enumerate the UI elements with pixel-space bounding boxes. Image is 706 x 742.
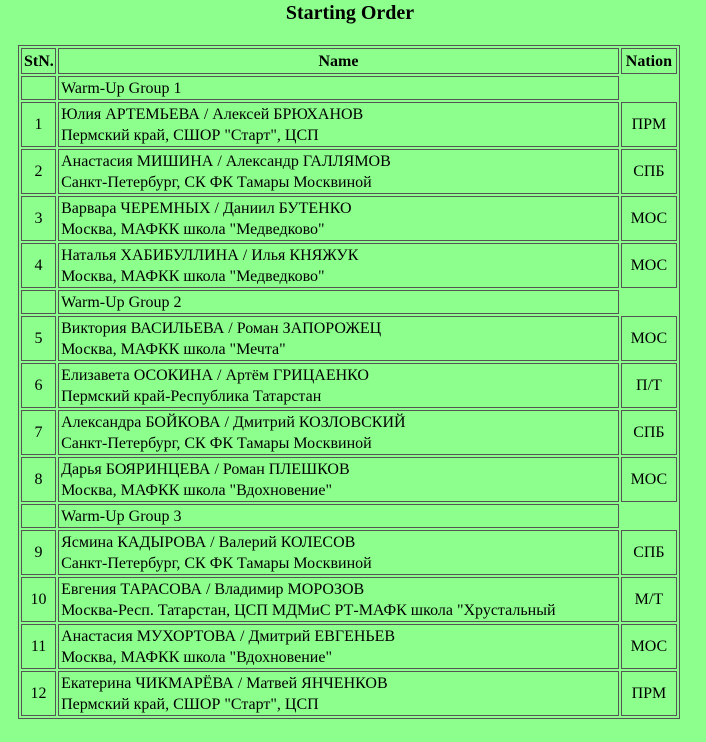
group-nation-cell: [621, 290, 677, 314]
name-cell: [58, 102, 619, 147]
header-row: [21, 48, 677, 74]
table-row: [21, 671, 677, 716]
pair-names: Варвара ЧЕРЕМНЫХ / Даниил БУТЕНКО: [61, 199, 352, 217]
pair-names: Анастасия МУХОРТОВА / Дмитрий ЕВГЕНЬЕВ: [61, 627, 396, 645]
header-stn: StN.: [21, 48, 56, 74]
group-label: Warm-Up Group 1: [58, 76, 619, 100]
table-row: [21, 410, 677, 455]
warmup-group-row: [21, 76, 677, 100]
club-name: Санкт-Петербург, СК ФК Тамары Москвиной: [61, 173, 372, 191]
name-cell: [58, 671, 619, 716]
nation-code: МОС: [621, 457, 677, 502]
group-stn-cell: [21, 290, 56, 314]
start-number: 9: [21, 530, 56, 575]
start-number: 1: [21, 102, 56, 147]
pair-names: Анастасия МИШИНА / Александр ГАЛЛЯМОВ: [61, 152, 391, 170]
table-row: [21, 363, 677, 408]
club-name: Москва-Респ. Татарстан, ЦСП МДМиС РТ-МАФК школа "Хрустальный: [61, 601, 556, 619]
group-label: Warm-Up Group 2: [58, 290, 619, 314]
page-title: Starting Order: [285, 2, 415, 24]
pair-names: Наталья ХАБИБУЛЛИНА / Илья КНЯЖУК: [61, 246, 359, 264]
pair-names: Дарья БОЯРИНЦЕВА / Роман ПЛЕШКОВ: [61, 460, 350, 478]
name-cell: [58, 577, 619, 622]
table-row: [21, 457, 677, 502]
club-name: Пермский край-Республика Татарстан: [61, 387, 322, 405]
nation-code: ПРМ: [621, 671, 677, 716]
nation-code: МОС: [621, 196, 677, 241]
nation-code: П/Т: [621, 363, 677, 408]
pair-names: Екатерина ЧИКМАРЁВА / Матвей ЯНЧЕНКОВ: [61, 674, 388, 692]
nation-code: МОС: [621, 243, 677, 288]
club-name: Москва, МАФКК школа "Мечта": [61, 340, 286, 358]
nation-code: СПБ: [621, 149, 677, 194]
table-body: [21, 76, 677, 716]
table-row: [21, 196, 677, 241]
table-row: [21, 243, 677, 288]
club-name: Москва, МАФКК школа "Вдохновение": [61, 481, 332, 499]
start-number: 8: [21, 457, 56, 502]
club-name: Москва, МАФКК школа "Вдохновение": [61, 648, 332, 666]
start-number: 4: [21, 243, 56, 288]
table-row: [21, 530, 677, 575]
pair-names: Александра БОЙКОВА / Дмитрий КОЗЛОВСКИЙ: [61, 413, 406, 431]
nation-code: М/Т: [621, 577, 677, 622]
name-cell: [58, 457, 619, 502]
name-cell: [58, 363, 619, 408]
start-number: 7: [21, 410, 56, 455]
name-cell: [58, 410, 619, 455]
table-row: [21, 577, 677, 622]
nation-code: СПБ: [621, 410, 677, 455]
nation-code: СПБ: [621, 530, 677, 575]
table-row: [21, 149, 677, 194]
starting-order-table: [18, 45, 680, 719]
group-nation-cell: [621, 504, 677, 528]
pair-names: Виктория ВАСИЛЬЕВА / Роман ЗАПОРОЖЕЦ: [61, 319, 382, 337]
start-number: 3: [21, 196, 56, 241]
name-cell: [58, 243, 619, 288]
group-nation-cell: [621, 76, 677, 100]
table-row: [21, 102, 677, 147]
club-name: Санкт-Петербург, СК ФК Тамары Москвиной: [61, 434, 372, 452]
start-number: 10: [21, 577, 56, 622]
warmup-group-row: [21, 290, 677, 314]
club-name: Москва, МАФКК школа "Медведково": [61, 220, 325, 238]
nation-code: МОС: [621, 316, 677, 361]
start-number: 11: [21, 624, 56, 669]
name-cell: [58, 196, 619, 241]
group-label: Warm-Up Group 3: [58, 504, 619, 528]
header-name: Name: [58, 48, 619, 74]
name-cell: [58, 624, 619, 669]
warmup-group-row: [21, 504, 677, 528]
start-number: 2: [21, 149, 56, 194]
name-cell: [58, 316, 619, 361]
club-name: Санкт-Петербург, СК ФК Тамары Москвиной: [61, 554, 372, 572]
start-number: 12: [21, 671, 56, 716]
start-number: 5: [21, 316, 56, 361]
name-cell: [58, 530, 619, 575]
table-row: [21, 316, 677, 361]
name-cell: [58, 149, 619, 194]
club-name: Пермский край, СШОР "Старт", ЦСП: [61, 695, 319, 713]
table-row: [21, 624, 677, 669]
pair-names: Юлия АРТЕМЬЕВА / Алексей БРЮХАНОВ: [61, 105, 364, 123]
pair-names: Ясмина КАДЫРОВА / Валерий КОЛЕСОВ: [61, 533, 356, 551]
group-stn-cell: [21, 504, 56, 528]
pair-names: Евгения ТАРАСОВА / Владимир МОРОЗОВ: [61, 580, 365, 598]
club-name: Пермский край, СШОР "Старт", ЦСП: [61, 126, 319, 144]
pair-names: Елизавета ОСОКИНА / Артём ГРИЦАЕНКО: [61, 366, 369, 384]
header-nation: Nation: [621, 48, 677, 74]
start-number: 6: [21, 363, 56, 408]
club-name: Москва, МАФКК школа "Медведково": [61, 267, 325, 285]
nation-code: ПРМ: [621, 102, 677, 147]
nation-code: МОС: [621, 624, 677, 669]
group-stn-cell: [21, 76, 56, 100]
